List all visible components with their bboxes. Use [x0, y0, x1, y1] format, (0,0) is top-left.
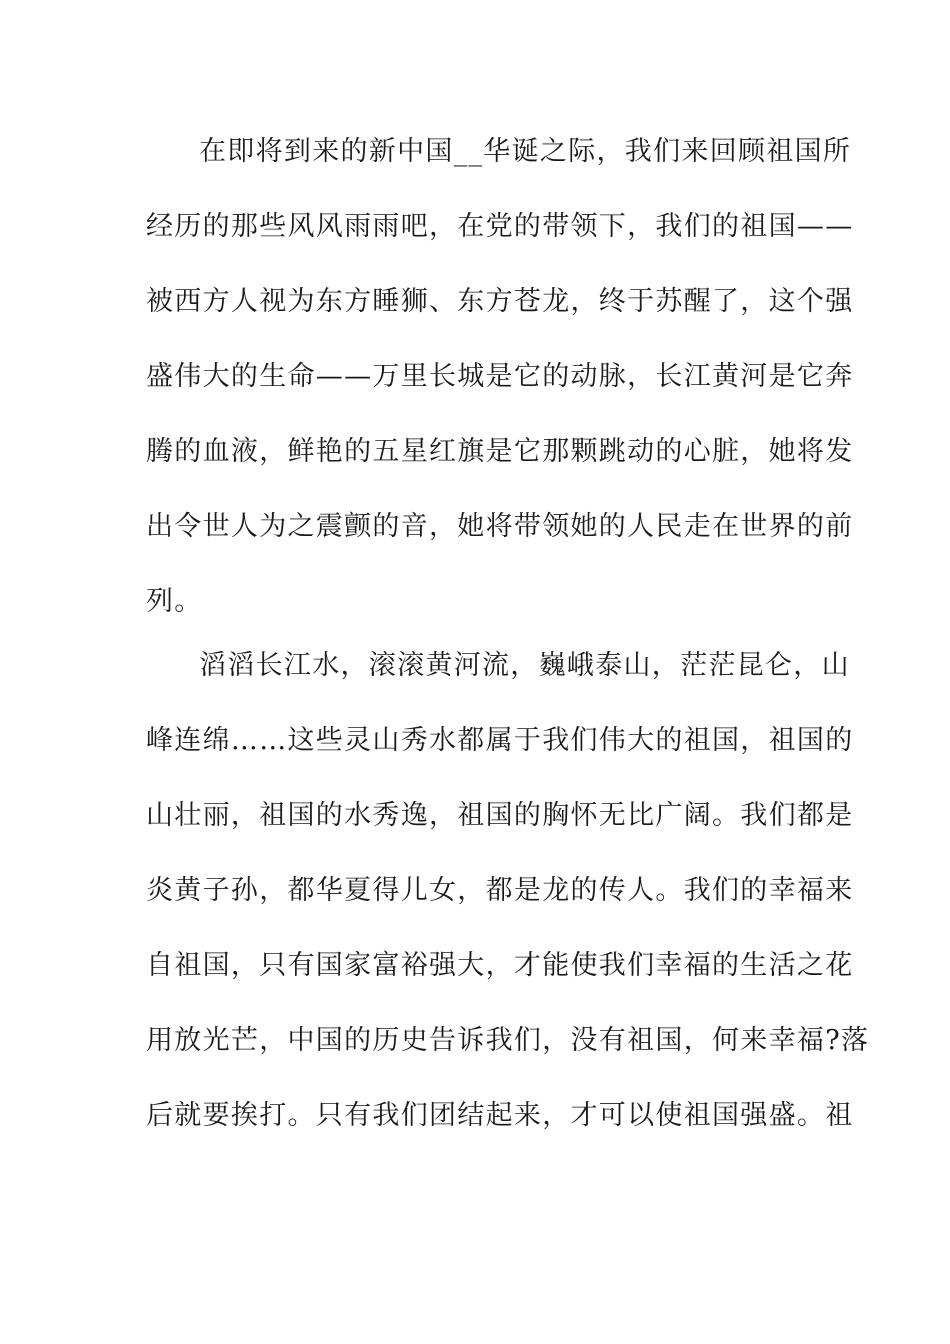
text-line: 用放光芒，中国的历史告诉我们，没有祖国，何来幸福?落 [146, 1025, 870, 1056]
text-line: 自祖国，只有国家富裕强大，才能使我们幸福的生活之花 [146, 950, 854, 981]
text-line: 列。 [146, 586, 203, 617]
text-line: 被西方人视为东方睡狮、东方苍龙，终于苏醒了，这个强 [146, 286, 854, 317]
text-line: 出令世人为之震颤的音，她将带领她的人民走在世界的前 [146, 511, 854, 542]
text-line: 盛伟大的生命——万里长城是它的动脉，长江黄河是它奔 [146, 361, 854, 392]
text-line: 在即将到来的新中国__华诞之际，我们来回顾祖国所 [199, 136, 852, 167]
text-line: 腾的血液，鲜艳的五星红旗是它那颗跳动的心脏，她将发 [146, 436, 854, 467]
text-line: 后就要挨打。只有我们团结起来，才可以使祖国强盛。祖 [146, 1100, 854, 1131]
text-line: 山壮丽，祖国的水秀逸，祖国的胸怀无比广阔。我们都是 [146, 800, 854, 831]
text-line: 经历的那些风风雨雨吧，在党的带领下，我们的祖国—— [146, 211, 854, 242]
text-line: 炎黄子孙，都华夏得儿女，都是龙的传人。我们的幸福来 [146, 875, 854, 906]
text-line: 滔滔长江水，滚滚黄河流，巍峨泰山，茫茫昆仑，山 [199, 650, 850, 681]
text-line: 峰连绵……这些灵山秀水都属于我们伟大的祖国，祖国的 [146, 725, 854, 756]
